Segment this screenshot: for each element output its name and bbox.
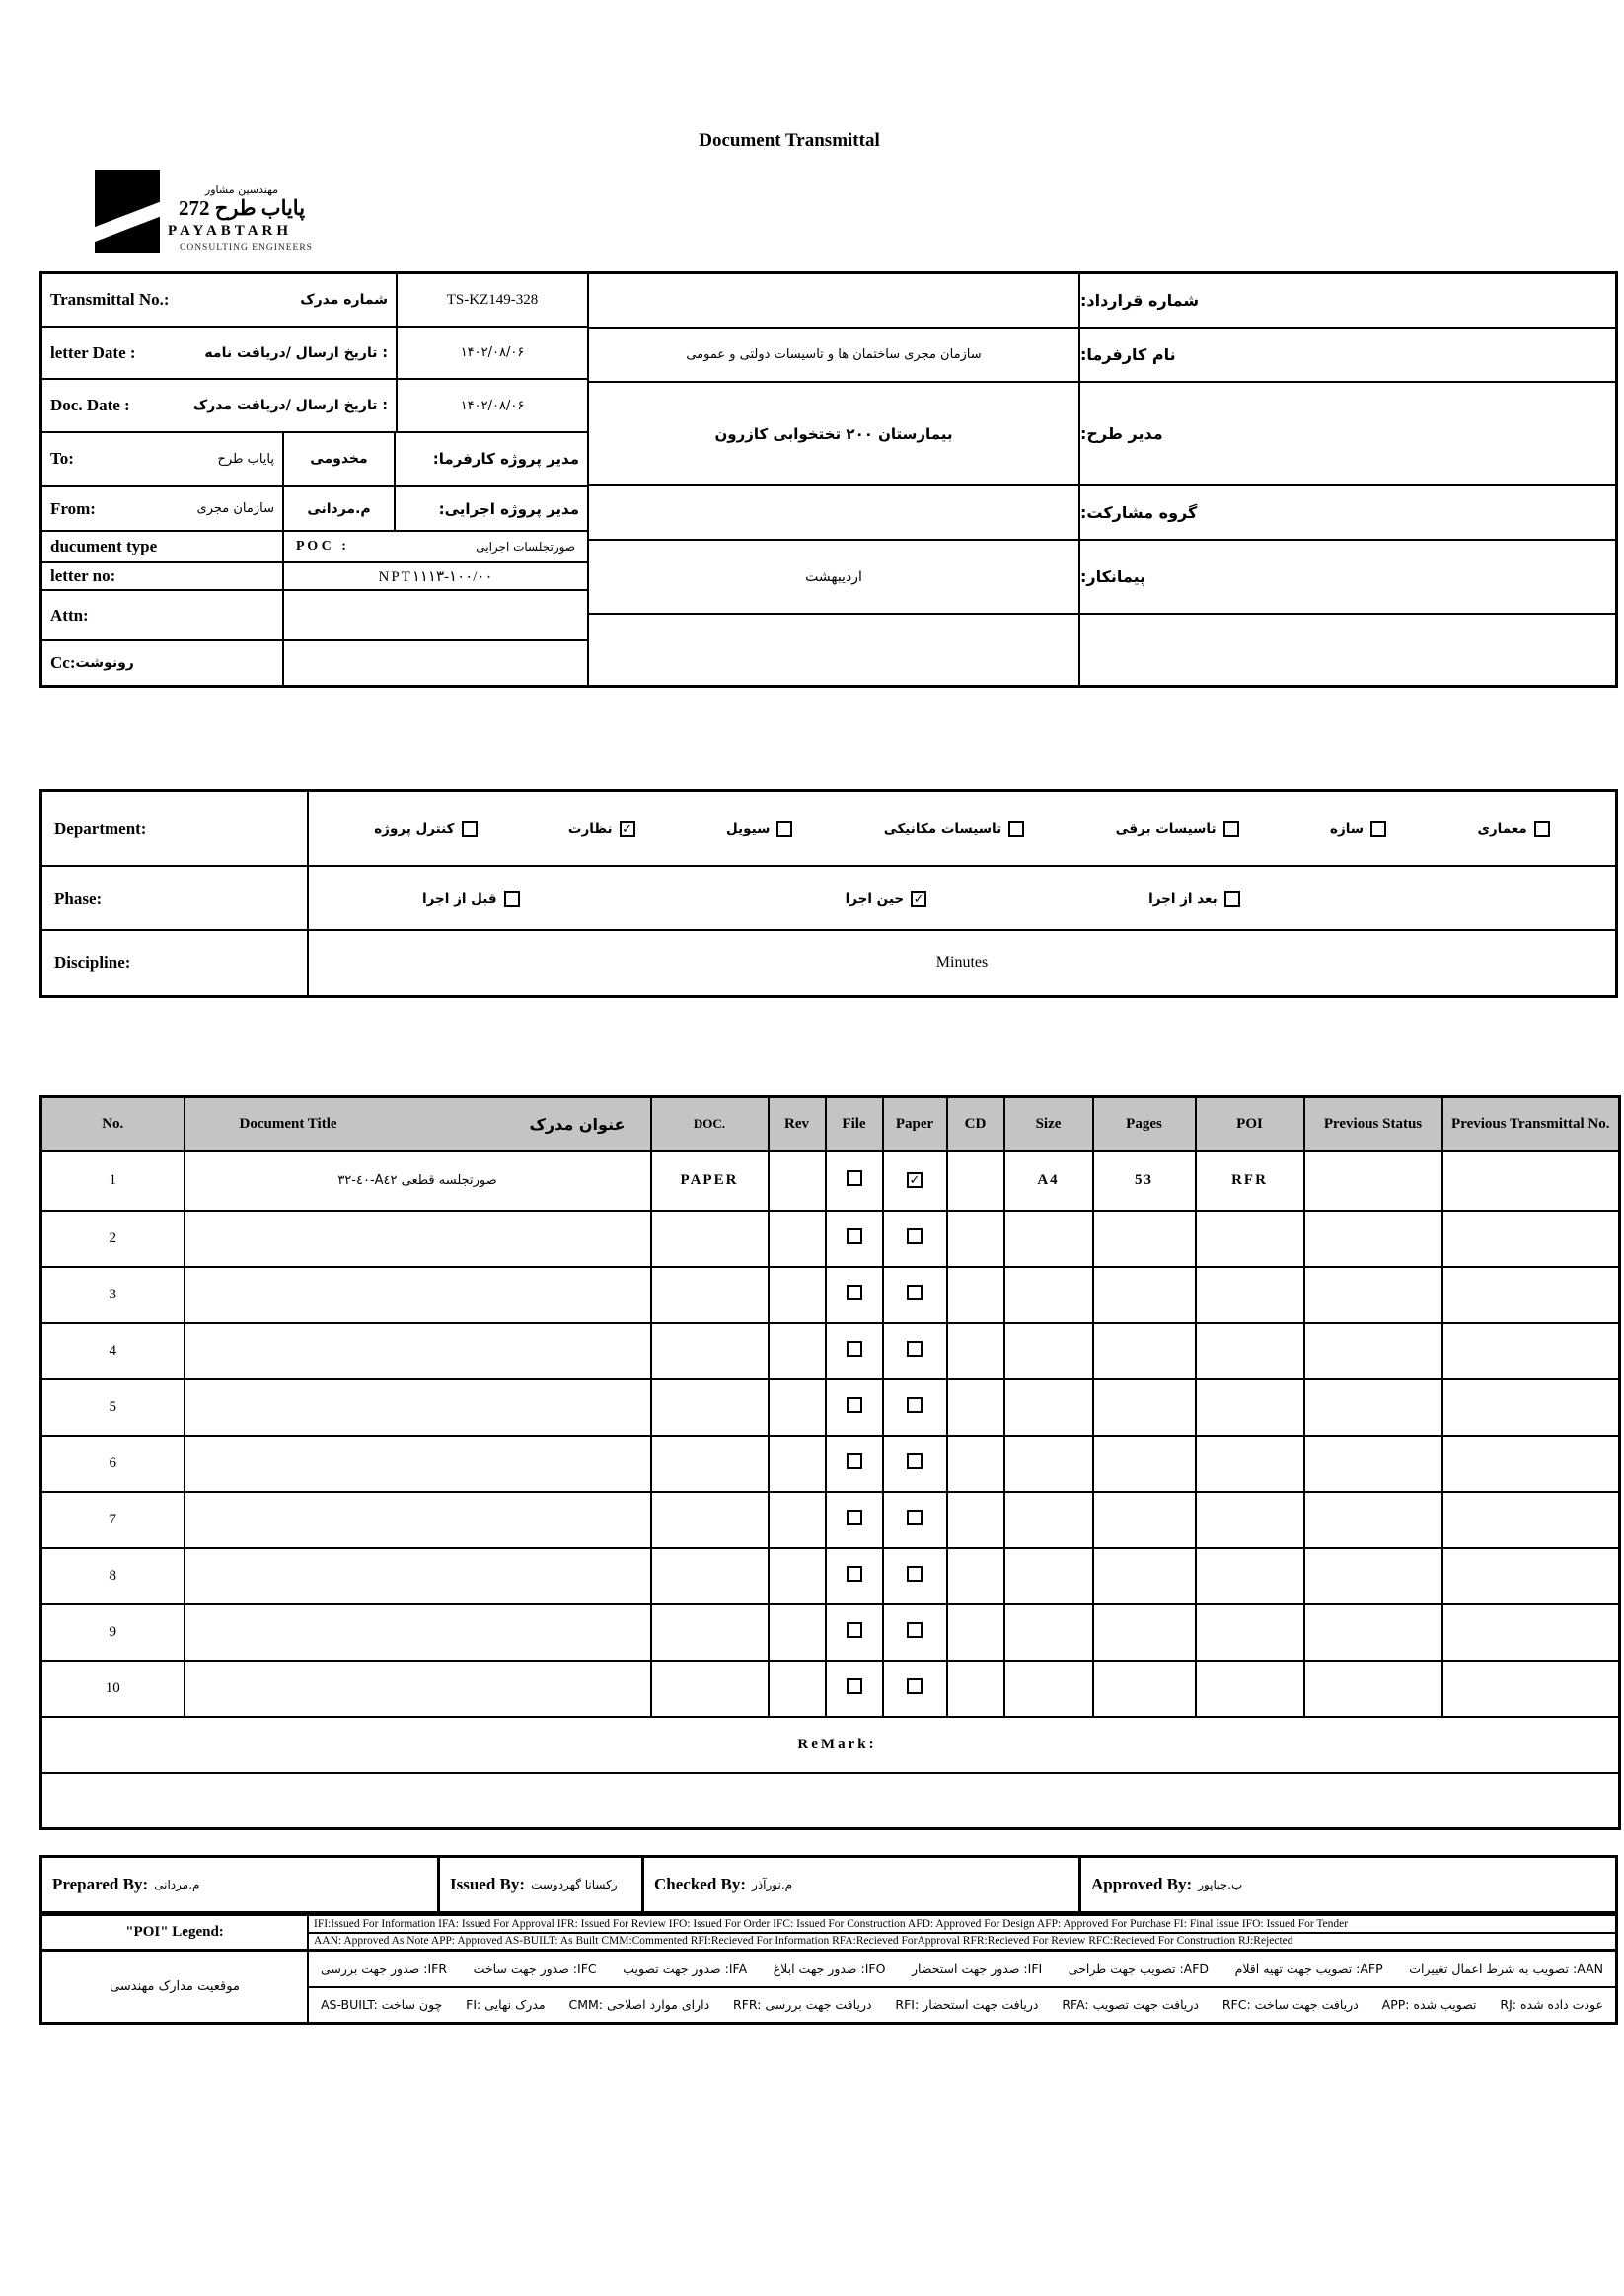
fa-legend1-item-AFD: AFD: تصویب جهت طراحی: [1068, 1961, 1210, 1976]
signature-row: [39, 1855, 1618, 1914]
checked-by-name: م.نورآذر: [752, 1878, 793, 1891]
cell-file: [826, 1267, 883, 1323]
contractor-label: پیمانکار:: [1080, 541, 1615, 615]
department-item-5-label: سازه: [1329, 821, 1365, 837]
letter-date-label: letter Date :: [50, 342, 136, 362]
fa-legend2-item-CMM: CMM: دارای موارد اصلاحی: [568, 1997, 710, 2013]
page-title: Document Transmittal: [699, 130, 880, 151]
issued-by-cell: Issued By: رکسانا گهردوست: [437, 1858, 641, 1911]
cc-label: Cc:: [50, 652, 76, 672]
cell-prev_transmittal: [1442, 1492, 1620, 1548]
cell-prev_transmittal: [1442, 1379, 1620, 1436]
col-doc: DOC.: [651, 1097, 769, 1151]
fa-legend-row2: [309, 1988, 1615, 2023]
discipline-row: [42, 931, 1615, 995]
file-checkbox[interactable]: [847, 1397, 862, 1413]
contract-no-value: [589, 274, 1078, 329]
cell-rev: [769, 1379, 826, 1436]
document-list-table: [39, 1095, 1621, 1830]
issued-by-name: رکسانا گهردوست: [531, 1878, 618, 1891]
document-type-code: P O C: [296, 539, 332, 555]
client-value: سازمان مجری ساختمان ها و تاسیسات دولتی و عمومی: [589, 329, 1078, 383]
from-label: From:: [50, 498, 96, 518]
department-item-2-checkbox[interactable]: [776, 821, 792, 837]
cell-cd: [947, 1604, 1004, 1661]
col-paper: Paper: [883, 1097, 947, 1151]
approved-by-name: ب.جباپور: [1198, 1878, 1243, 1891]
jv-group-value: [589, 486, 1078, 541]
department-item-2-label: سیویل: [725, 821, 771, 837]
fa-legend2-item-RFA: RFA: دریافت جهت تصویب: [1062, 1997, 1199, 2013]
cell-file: [826, 1151, 883, 1211]
document-type-row: ducument type P O C : صورتجلسات اجرایی: [42, 532, 587, 563]
cell-poi: [1196, 1323, 1304, 1379]
from-person: م.مردانی: [284, 487, 396, 530]
fa-legend2-item-AS-BUILT: AS-BUILT: چون ساخت: [321, 1997, 443, 2013]
department-item-6-label: معماری: [1477, 821, 1527, 837]
cell-poi: [1196, 1604, 1304, 1661]
fa-legend2-item-RFC: RFC: دریافت جهت ساخت: [1221, 1997, 1359, 2013]
cell-poi: [1196, 1267, 1304, 1323]
cell-doc: [651, 1436, 769, 1492]
cell-file: [826, 1548, 883, 1604]
department-item-3-checkbox[interactable]: [1008, 821, 1024, 837]
table-row-3: [41, 1267, 1620, 1323]
prepared-by-cell: Prepared By: م.مردانی: [52, 1875, 200, 1893]
doc-date-label: Doc. Date :: [50, 396, 130, 415]
cell-rev: [769, 1436, 826, 1492]
cell-file: [826, 1492, 883, 1548]
paper-checkbox[interactable]: [907, 1510, 923, 1525]
logo-en-tagline: CONSULTING ENGINEERS: [180, 243, 313, 253]
department-item-4-label: تاسیسات برقی: [1115, 821, 1217, 837]
cell-title: [185, 1267, 651, 1323]
cell-no: 5: [41, 1379, 185, 1436]
phase-item-1: [846, 891, 926, 907]
cell-prev_status: [1304, 1604, 1442, 1661]
phase-item-1-label: حین اجرا: [845, 890, 905, 907]
cell-doc: [651, 1548, 769, 1604]
cell-file: [826, 1379, 883, 1436]
cell-prev_transmittal: [1442, 1604, 1620, 1661]
department-item-6-checkbox[interactable]: [1534, 821, 1550, 837]
cell-prev_status: [1304, 1379, 1442, 1436]
file-checkbox[interactable]: [847, 1678, 862, 1694]
cell-no: 10: [41, 1661, 185, 1717]
cell-poi: [1196, 1436, 1304, 1492]
cell-cd: [947, 1379, 1004, 1436]
paper-checkbox[interactable]: [907, 1678, 923, 1694]
cell-no: 6: [41, 1436, 185, 1492]
cell-doc: [651, 1323, 769, 1379]
fa-legend: [39, 1952, 1618, 2025]
letter-date-label-fa: تاریخ ارسال /دریافت نامه :: [204, 344, 388, 361]
cell-size: A4: [1004, 1151, 1093, 1211]
cell-size: [1004, 1267, 1093, 1323]
department-item-1: [568, 821, 635, 837]
cell-title: [185, 1661, 651, 1717]
contractor-value: اردیبهشت: [589, 541, 1078, 615]
cell-prev_status: [1304, 1548, 1442, 1604]
prepared-by-name: م.مردانی: [154, 1878, 200, 1891]
poi-legend-label: "POI" Legend:: [42, 1916, 309, 1949]
department-item-4: [1116, 821, 1239, 837]
phase-item-0-label: قبل از اجرا: [422, 890, 497, 907]
col-prev-transmittal: Previous Transmittal No.: [1442, 1097, 1620, 1151]
fa-legend1-item-IFR: IFR: صدور جهت بررسی: [321, 1961, 448, 1976]
document-type-value-fa: صورتجلسات اجرایی: [476, 540, 575, 555]
cell-prev_status: [1304, 1436, 1442, 1492]
fa-legend1-item-AFP: AFP: تصویب جهت تهیه اقلام: [1234, 1961, 1383, 1976]
cell-no: 3: [41, 1267, 185, 1323]
cell-prev_status: [1304, 1661, 1442, 1717]
paper-checkbox[interactable]: [907, 1566, 923, 1582]
to-row: [42, 433, 587, 487]
transmittal-info-table: [39, 271, 1618, 688]
cell-rev: [769, 1211, 826, 1267]
cell-paper: [883, 1211, 947, 1267]
department-item-1-checkbox[interactable]: ✓: [620, 821, 635, 837]
doc-date-label-fa: تاریخ ارسال /دریافت مدرک :: [192, 398, 388, 414]
cell-prev_status: [1304, 1267, 1442, 1323]
cell-doc: [651, 1267, 769, 1323]
cell-title: [185, 1604, 651, 1661]
fa-legend-row1: [309, 1952, 1615, 1988]
remark-area: [41, 1773, 1620, 1829]
letter-no-label: letter no:: [50, 566, 116, 586]
phase-item-1-checkbox[interactable]: ✓: [911, 891, 926, 907]
logo-fa-name: پایاب طرح 272: [178, 196, 306, 220]
department-item-0: [374, 821, 477, 837]
table-header-row: [41, 1097, 1620, 1151]
table-row-10: [41, 1661, 1620, 1717]
department-label: Department:: [54, 819, 147, 838]
department-item-4-checkbox[interactable]: [1223, 821, 1239, 837]
phase-item-0-checkbox[interactable]: [504, 891, 520, 907]
from-row: [42, 487, 587, 532]
logo-en-name: PAYABTARH: [168, 223, 293, 239]
cell-no: 9: [41, 1604, 185, 1661]
cell-prev_transmittal: [1442, 1323, 1620, 1379]
cell-cd: [947, 1661, 1004, 1717]
department-item-3: [884, 821, 1024, 837]
file-checkbox[interactable]: [847, 1453, 862, 1469]
department-item-0-checkbox[interactable]: [462, 821, 478, 837]
cell-title: [185, 1492, 651, 1548]
cell-prev_status: [1304, 1151, 1442, 1211]
cell-cd: [947, 1267, 1004, 1323]
document-type-label: ducument type: [50, 537, 158, 556]
logo-mark-icon: [95, 170, 160, 253]
file-checkbox[interactable]: [847, 1285, 862, 1300]
cell-prev_transmittal: [1442, 1267, 1620, 1323]
letter-date-row: [42, 328, 587, 380]
cell-doc: [651, 1379, 769, 1436]
cell-doc: [651, 1492, 769, 1548]
transmittal-no-label-fa: شماره مدرک: [300, 292, 388, 309]
cell-no: 2: [41, 1211, 185, 1267]
jv-group-label: گروه مشارکت:: [1080, 486, 1615, 541]
to-value: پایاب طرح: [217, 451, 274, 467]
cell-pages: [1093, 1379, 1196, 1436]
cell-rev: [769, 1267, 826, 1323]
paper-checkbox[interactable]: [907, 1397, 923, 1413]
phase-item-2-checkbox[interactable]: [1224, 891, 1240, 907]
cell-size: [1004, 1436, 1093, 1492]
cell-title: [185, 1548, 651, 1604]
file-checkbox[interactable]: [847, 1170, 862, 1186]
table-row-2: [41, 1211, 1620, 1267]
phase-item-2-label: بعد از اجرا: [1148, 890, 1218, 907]
cell-pages: [1093, 1267, 1196, 1323]
cell-cd: [947, 1151, 1004, 1211]
cell-pages: [1093, 1436, 1196, 1492]
fa-legend1-item-AAN: AAN: تصویب به شرط اعمال تغییرات: [1409, 1961, 1603, 1976]
cell-poi: [1196, 1548, 1304, 1604]
cc-value: [284, 641, 587, 685]
department-item-5-checkbox[interactable]: [1370, 821, 1386, 837]
cell-paper: [883, 1661, 947, 1717]
cc-label-fa: رونوشت: [75, 654, 134, 671]
cell-rev: [769, 1548, 826, 1604]
cell-size: [1004, 1379, 1093, 1436]
remark-label: ReMark:: [41, 1717, 1620, 1773]
col-poi: POI: [1196, 1097, 1304, 1151]
cell-size: [1004, 1323, 1093, 1379]
cell-prev_status: [1304, 1211, 1442, 1267]
cell-pages: [1093, 1492, 1196, 1548]
cell-paper: [883, 1151, 947, 1211]
doc-date-row: [42, 380, 587, 432]
cell-title: [185, 1436, 651, 1492]
cell-paper: [883, 1379, 947, 1436]
cell-size: [1004, 1492, 1093, 1548]
department-item-2: [726, 821, 792, 837]
fa-legend2-item-RJ: RJ: عودت داده شده: [1500, 1997, 1603, 2013]
phase-label: Phase:: [54, 888, 103, 908]
project-name: بیمارستان ۲۰۰ تختخوابی کازرون: [589, 383, 1078, 486]
fa-legend2-item-RFR: RFR: دریافت جهت بررسی: [733, 1997, 872, 2013]
col-size: Size: [1004, 1097, 1093, 1151]
department-item-0-label: کنترل پروژه: [374, 821, 455, 837]
cell-title: [185, 1379, 651, 1436]
transmittal-no-value: TS-KZ149-328: [446, 291, 539, 308]
logo-fa-tagline: مهندسین مشاور: [204, 184, 279, 196]
table-row-4: [41, 1323, 1620, 1379]
cell-no: 7: [41, 1492, 185, 1548]
doc-date-value: ۱۴۰۲/۰۸/۰۶: [460, 398, 525, 413]
attn-row: [42, 591, 587, 640]
fa-legend2-item-FI: FI: مدرک نهایی: [466, 1997, 546, 2013]
cell-title: [185, 1323, 651, 1379]
cell-size: [1004, 1211, 1093, 1267]
poi-legend-line2: AAN: Approved As Note APP: Approved AS-BUILT: As Built CMM:Commented RFI:Recieved For Information RFA:Recieved ForApproval RFR:Recieved For Review RFC:Recieved For Construction RJ:Rejected: [314, 1935, 1293, 1948]
paper-checkbox[interactable]: [907, 1285, 923, 1300]
file-checkbox[interactable]: [847, 1228, 862, 1244]
cell-cd: [947, 1548, 1004, 1604]
cell-paper: [883, 1492, 947, 1548]
cell-paper: [883, 1267, 947, 1323]
fa-legend2-item-APP: APP: تصویب شده: [1381, 1997, 1477, 2013]
cell-paper: [883, 1323, 947, 1379]
cell-no: 1: [41, 1151, 185, 1211]
phase-row: [42, 867, 1615, 931]
cell-prev_transmittal: [1442, 1548, 1620, 1604]
design-manager-label: مدیر طرح:: [1080, 383, 1615, 486]
discipline-value: Minutes: [935, 954, 989, 971]
table-row-7: [41, 1492, 1620, 1548]
from-role-label: مدیر پروژه اجرایی:: [438, 499, 579, 518]
cell-pages: [1093, 1661, 1196, 1717]
letter-date-value: ۱۴۰۲/۰۸/۰۶: [460, 345, 525, 361]
cell-poi: [1196, 1379, 1304, 1436]
cell-poi: [1196, 1492, 1304, 1548]
cell-no: 8: [41, 1548, 185, 1604]
cell-file: [826, 1604, 883, 1661]
cell-pages: 53: [1093, 1151, 1196, 1211]
table-row-9: [41, 1604, 1620, 1661]
cell-rev: [769, 1604, 826, 1661]
cell-poi: RFR: [1196, 1151, 1304, 1211]
col-prev-status: Previous Status: [1304, 1097, 1442, 1151]
col-cd: CD: [947, 1097, 1004, 1151]
from-value: سازمان مجری: [196, 501, 274, 517]
table-row-1: [41, 1151, 1620, 1211]
cell-pages: [1093, 1604, 1196, 1661]
discipline-label: Discipline:: [54, 953, 131, 972]
col-no: No.: [41, 1097, 185, 1151]
table-row-6: [41, 1436, 1620, 1492]
cell-title: [185, 1211, 651, 1267]
cell-paper: [883, 1548, 947, 1604]
contract-no-label: شماره قرارداد:: [1080, 274, 1615, 329]
paper-checkbox[interactable]: [907, 1341, 923, 1357]
cell-pages: [1093, 1548, 1196, 1604]
col-file: File: [826, 1097, 883, 1151]
approved-by-cell: Approved By: ب.جباپور: [1078, 1858, 1615, 1911]
fa-legend2-item-RFI: RFI: دریافت جهت استحضار: [895, 1997, 1039, 2013]
cell-rev: [769, 1151, 826, 1211]
attn-value: [284, 591, 587, 638]
cell-pages: [1093, 1323, 1196, 1379]
paper-checkbox[interactable]: ✓: [907, 1172, 923, 1188]
cell-size: [1004, 1548, 1093, 1604]
checked-by-cell: Checked By: م.نورآذر: [641, 1858, 1078, 1911]
cell-rev: [769, 1323, 826, 1379]
to-label: To:: [50, 449, 74, 469]
cell-poi: [1196, 1211, 1304, 1267]
letter-no-row: [42, 563, 587, 592]
cell-paper: [883, 1436, 947, 1492]
file-checkbox[interactable]: [847, 1341, 862, 1357]
cell-pages: [1093, 1211, 1196, 1267]
cell-title: صورتجلسه قطعی A٤٢-٤٠-٣٢: [185, 1151, 651, 1211]
department-item-6: [1477, 821, 1549, 837]
cell-no: 4: [41, 1323, 185, 1379]
cell-doc: [651, 1211, 769, 1267]
letter-no-value: NPT۱۱۱۳-۱۰۰/۰۰: [378, 568, 493, 585]
cell-file: [826, 1661, 883, 1717]
cc-row: [42, 641, 587, 685]
paper-checkbox[interactable]: [907, 1622, 923, 1638]
paper-checkbox[interactable]: [907, 1453, 923, 1469]
cell-cd: [947, 1211, 1004, 1267]
transmittal-no-label: Transmittal No.:: [50, 290, 170, 310]
poi-legend: [39, 1914, 1618, 1952]
fa-legend-label: موقعیت مدارک مهندسی: [42, 1952, 309, 2022]
cell-poi: [1196, 1661, 1304, 1717]
cell-prev_transmittal: [1442, 1211, 1620, 1267]
client-label: نام کارفرما:: [1080, 329, 1615, 383]
cell-rev: [769, 1492, 826, 1548]
table-row-5: [41, 1379, 1620, 1436]
col-title: Document Title عنوان مدرک: [185, 1097, 651, 1151]
department-item-3-label: تاسیسات مکانیکی: [883, 821, 1002, 837]
paper-checkbox[interactable]: [907, 1228, 923, 1244]
file-checkbox[interactable]: [847, 1510, 862, 1525]
classification-table: [39, 789, 1618, 998]
attn-label: Attn:: [50, 605, 89, 625]
col-rev: Rev: [769, 1097, 826, 1151]
cell-doc: [651, 1661, 769, 1717]
fa-legend1-item-IFA: IFA: صدور جهت تصویب: [623, 1961, 748, 1976]
file-checkbox[interactable]: [847, 1566, 862, 1582]
cell-rev: [769, 1661, 826, 1717]
cell-doc: [651, 1604, 769, 1661]
cell-file: [826, 1323, 883, 1379]
department-row: [42, 792, 1615, 867]
cell-prev_status: [1304, 1323, 1442, 1379]
fa-legend1-item-IFO: IFO: صدور جهت ابلاغ: [773, 1961, 886, 1976]
cell-paper: [883, 1604, 947, 1661]
cell-cd: [947, 1436, 1004, 1492]
department-item-5: [1330, 821, 1386, 837]
cell-doc: PAPER: [651, 1151, 769, 1211]
cell-size: [1004, 1661, 1093, 1717]
fa-legend1-item-IFC: IFC: صدور جهت ساخت: [473, 1961, 597, 1976]
cell-file: [826, 1211, 883, 1267]
col-pages: Pages: [1093, 1097, 1196, 1151]
transmittal-no-row: [42, 274, 587, 328]
fa-legend1-item-IFI: IFI: صدور جهت استحضار: [912, 1961, 1043, 1976]
department-item-1-label: نظارت: [567, 821, 613, 837]
cell-cd: [947, 1492, 1004, 1548]
table-row-8: [41, 1548, 1620, 1604]
phase-item-2: [1148, 891, 1240, 907]
to-role-label: مدیر پروژه کارفرما:: [432, 450, 579, 469]
company-logo: [95, 170, 397, 253]
cell-prev_transmittal: [1442, 1151, 1620, 1211]
cell-prev_transmittal: [1442, 1436, 1620, 1492]
cell-file: [826, 1436, 883, 1492]
cell-size: [1004, 1604, 1093, 1661]
cell-prev_transmittal: [1442, 1661, 1620, 1717]
cell-cd: [947, 1323, 1004, 1379]
cell-prev_status: [1304, 1492, 1442, 1548]
phase-item-0: [422, 891, 520, 907]
to-person: مخدومی: [284, 433, 396, 485]
poi-legend-line1: IFI:Issued For Information IFA: Issued For Approval IFR: Issued For Review IFO: Issued For Order IFC: Issued For Construction AFD: Approved For Design AFP: Approved For Purchase FI: Final Issue IFO: Issued For Tender: [309, 1916, 1615, 1934]
file-checkbox[interactable]: [847, 1622, 862, 1638]
